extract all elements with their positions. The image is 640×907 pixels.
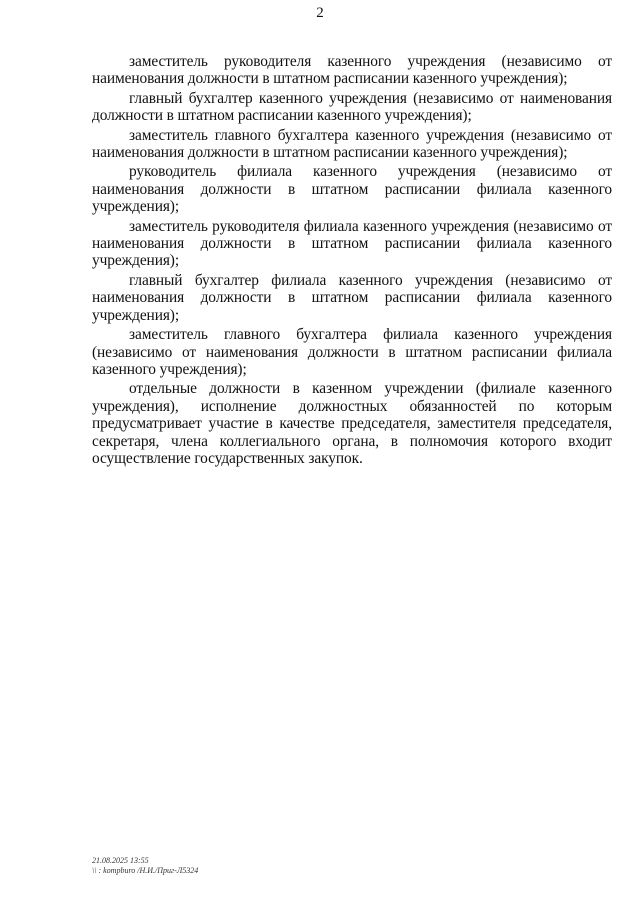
document-body [92,53,612,469]
document-footer [92,856,198,876]
paragraph-branch-deputy-chief-accountant: заместитель главного бухгалтера филиала казенного учреждения (независимо от наименования должности в штатном расписании филиала казенного учреждения); [92,326,612,378]
paragraph-branch-deputy-head: заместитель руководителя филиала казенного учреждения (независимо от наименования должности в штатном расписании филиала казенного учреждения); [92,217,612,270]
footer-file-path: \\ : kompburo /Н.И./Приг-Л5324 [92,866,199,875]
paragraph-branch-chief-accountant: главный бухгалтер филиала казенного учреждения (независимо от наименования должности в штатном расписании филиала казенного учреждения); [92,271,612,324]
paragraph-deputy-chief-accountant: заместитель главного бухгалтера казенного учреждения (независимо от наименования должности в штатном расписании казенного учреждения); [92,126,612,162]
footer-timestamp: 21.08.2025 13:55 [92,856,149,865]
paragraph-deputy-head: заместитель руководителя казенного учреждения (независимо от наименования должности в штатном расписании казенного учреждения); [92,53,612,88]
paragraph-branch-head: руководитель филиала казенного учреждения (независимо от наименования должности в штатном расписании филиала казенного учреждения); [92,163,612,216]
paragraph-procurement-positions: отдельные должности в казенном учреждении (филиале казенного учреждения), исполнение должностных обязанностей по которым предусматривает участие в качестве председателя, заместителя председателя, секретаря, члена коллегиального органа, в полномочия которого входит осуществление государственных закупок. [92,380,612,467]
paragraph-chief-accountant: главный бухгалтер казенного учреждения (независимо от наименования должности в штатном расписании казенного учреждения); [92,89,612,125]
page-number: 2 [316,5,324,21]
